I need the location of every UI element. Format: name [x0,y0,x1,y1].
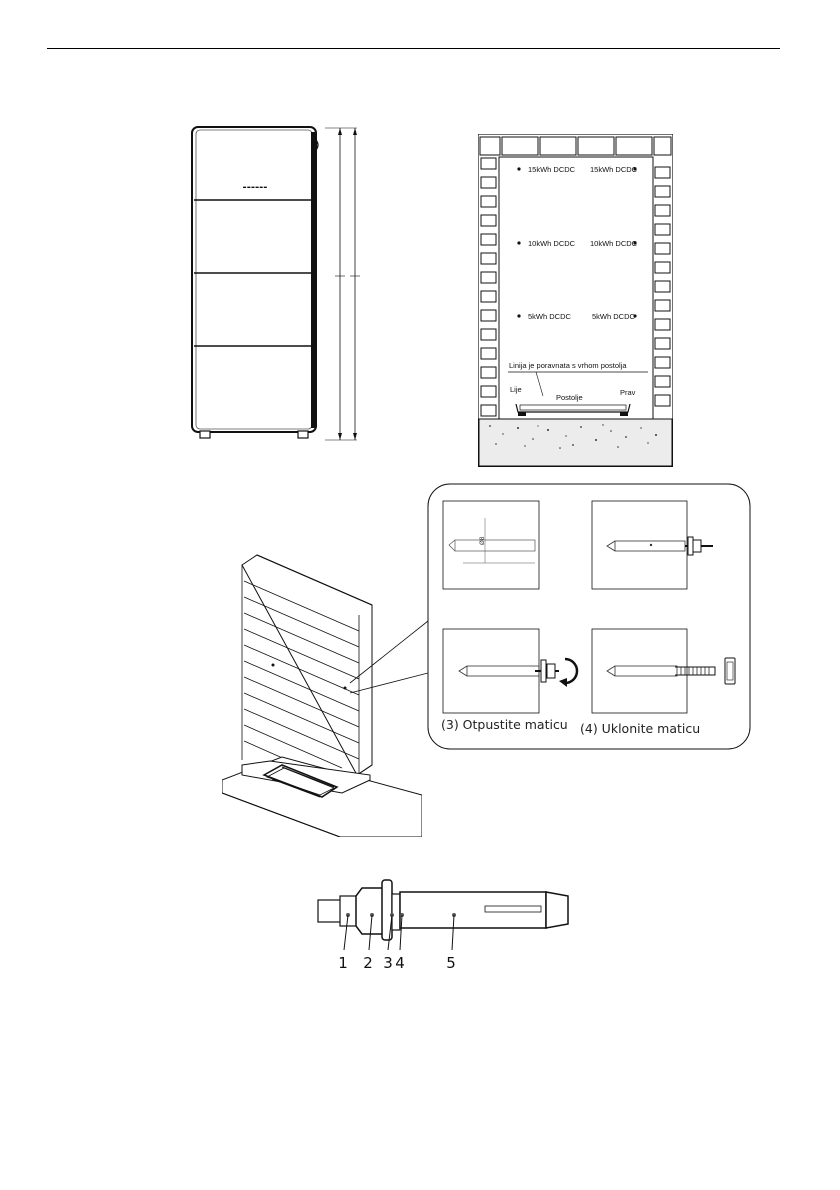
base-label: Postolje [556,393,583,402]
step-4-caption: (4) Uklonite maticu [580,721,701,736]
floor [479,419,672,466]
part-label-2: 2 [363,954,373,972]
anchor-hole [517,167,520,170]
part-label-4: 4 [395,954,405,972]
battery-foot-left [200,431,210,438]
part-label-1: 1 [338,954,348,972]
label-5kwh-right: 5kWh DCDC [592,312,635,321]
part-label-3: 3 [383,954,393,972]
battery-front-figure [185,118,365,443]
status-indicator: ------ [242,182,268,193]
drill-hole [272,664,275,667]
alignment-note: Linija je poravnata s vrhom postolja [509,361,627,370]
anchor-callout-figure [345,483,753,753]
bolt-sleeve [400,892,546,928]
label-5kwh-left: 5kWh DCDC [528,312,571,321]
label-15kwh-left: 15kWh DCDC [528,165,576,174]
anchor-hole [517,314,520,317]
right-label: Prav [620,388,636,397]
step-3-caption: (3) Otpustite maticu [441,717,568,732]
battery-cabinet [192,127,316,432]
anchor-hole [517,241,520,244]
label-10kwh-left: 10kWh DCDC [528,239,576,248]
header-rule [47,48,780,49]
battery-outline [499,157,653,419]
wall-layout-figure [478,134,673,467]
left-label: Lije [510,385,522,394]
part-label-5: 5 [446,954,456,972]
step-1-drill [443,501,539,589]
expansion-bolt-figure [300,868,580,973]
battery-foot-right [298,431,308,438]
label-15kwh-right: 15kWh DCDC [590,165,638,174]
callout-line [350,621,428,683]
drill-diameter: Ø8 [479,536,486,545]
label-10kwh-right: 10kWh DCDC [590,239,638,248]
